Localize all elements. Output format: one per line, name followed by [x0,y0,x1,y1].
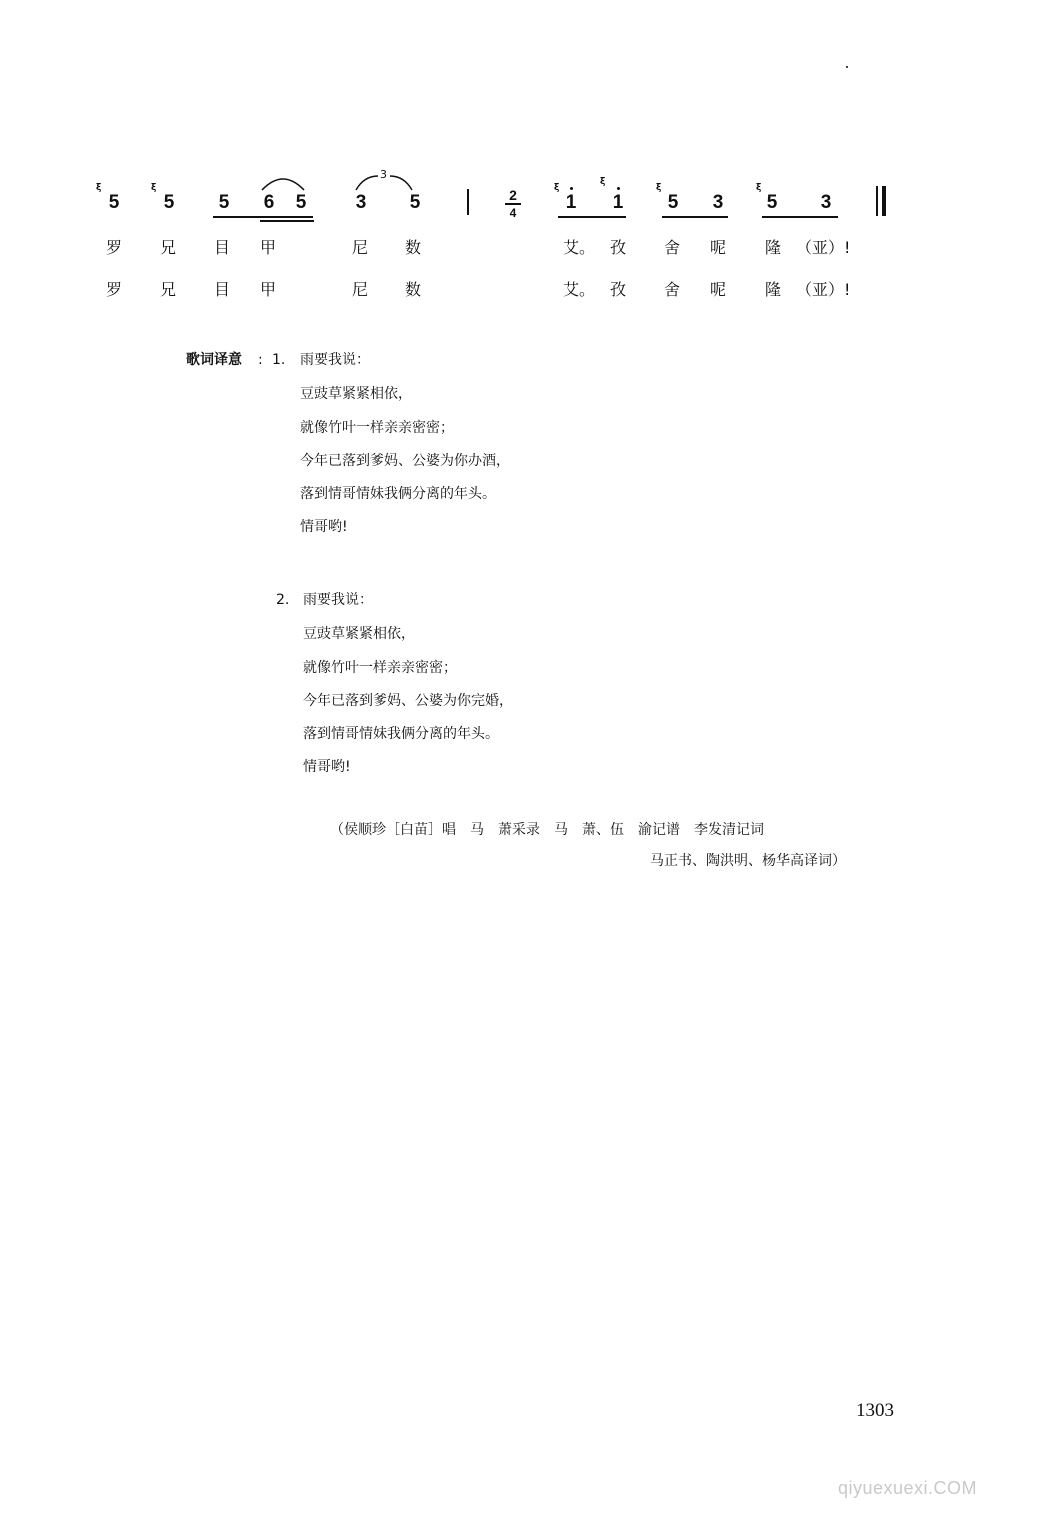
note: 1 [565,192,577,213]
note: 5 [409,192,421,213]
verse-line: 情哥哟! [303,759,351,775]
lyric-syllable: 隆 [765,280,782,299]
lyric-syllable: 艾。 [563,238,596,257]
lyric-syllable: 艾。 [563,280,596,299]
slur-arc [258,172,308,192]
lyric-syllable: 呢 [710,280,727,299]
lyric-syllable: 尼 [352,238,369,257]
lyric-syllable: 孜 [610,280,627,299]
translation-heading: 歌词译意 [186,352,242,368]
page-speck [846,66,848,68]
heading-colon: : [258,352,263,368]
lyric-syllable: 甲 [260,238,277,257]
verse-line: 今年已落到爹妈、公婆为你完婚， [303,693,513,709]
beam-line [662,216,728,218]
verse-line: 落到情哥情妹我俩分离的年头。 [303,726,499,742]
note: 3 [820,192,832,213]
lyric-syllable: （亚）! [796,280,851,299]
note: 5 [163,192,175,213]
beam-line [558,216,626,218]
grace-note-mark: ξ [600,177,606,187]
verse-line: 雨要我说： [303,592,373,608]
verse-line: 情哥哟! [300,519,348,535]
final-barline-thick [882,186,886,216]
time-signature-bottom: 4 [509,206,517,220]
lyric-syllable: 孜 [610,238,627,257]
lyric-syllable: 呢 [710,238,727,257]
page-number: 1303 [856,1400,894,1421]
lyric-syllable: 尼 [352,280,369,299]
verse-line: 就像竹叶一样亲亲密密； [303,660,457,676]
time-signature-top: 2 [509,187,517,203]
lyric-syllable: 舍 [664,280,681,299]
lyric-syllable: 目 [214,280,231,299]
grace-note-mark: ξ [756,183,762,193]
lyric-syllable: 数 [405,238,422,257]
lyric-syllable: 甲 [260,280,277,299]
verse-line: 今年已落到爹妈、公婆为你办酒， [300,453,510,469]
credit-line: 马正书、陶洪明、杨华高译词） [650,853,846,869]
lyric-syllable: 目 [214,238,231,257]
grace-note-mark: ξ [151,183,157,193]
note: 3 [712,192,724,213]
lyric-syllable: 罗 [106,238,123,257]
final-barline-thin [876,186,878,216]
note: 5 [108,192,120,213]
lyric-syllable: 兄 [160,280,177,299]
time-signature-line [505,203,521,205]
grace-note-mark: ξ [554,183,560,193]
verse-number: 2. [276,592,290,608]
verse-line: 就像竹叶一样亲亲密密； [300,420,454,436]
verse-line: 豆豉草紧紧相依， [300,386,412,402]
verse-line: 落到情哥情妹我俩分离的年头。 [300,486,496,502]
watermark: qiyuexuexi.COM [838,1478,978,1498]
note: 5 [766,192,778,213]
note: 3 [355,192,367,213]
note: 5 [218,192,230,213]
grace-note-mark: ξ [96,183,102,193]
lyric-syllable: （亚）! [796,238,851,257]
note: 6 [263,192,275,213]
triplet-label: 3 [380,168,387,181]
lyric-syllable: 兄 [160,238,177,257]
beam-line [213,216,313,218]
octave-dot [570,187,573,190]
lyric-syllable: 舍 [664,238,681,257]
lyric-syllable: 罗 [106,280,123,299]
note: 5 [667,192,679,213]
verse-number: 1. [272,352,286,368]
lyric-syllable: 数 [405,280,422,299]
barline [467,189,469,215]
grace-note-mark: ξ [656,183,662,193]
verse-line: 雨要我说： [300,352,370,368]
beam-line [260,220,314,222]
lyric-syllable: 隆 [765,238,782,257]
octave-dot [617,187,620,190]
note: 1 [612,192,624,213]
beam-line [762,216,838,218]
note: 5 [295,192,307,213]
verse-line: 豆豉草紧紧相依， [303,626,415,642]
credit-line: （侯顺珍［白苗］唱 马 萧采录 马 萧、伍 渝记谱 李发清记词 [330,822,764,838]
